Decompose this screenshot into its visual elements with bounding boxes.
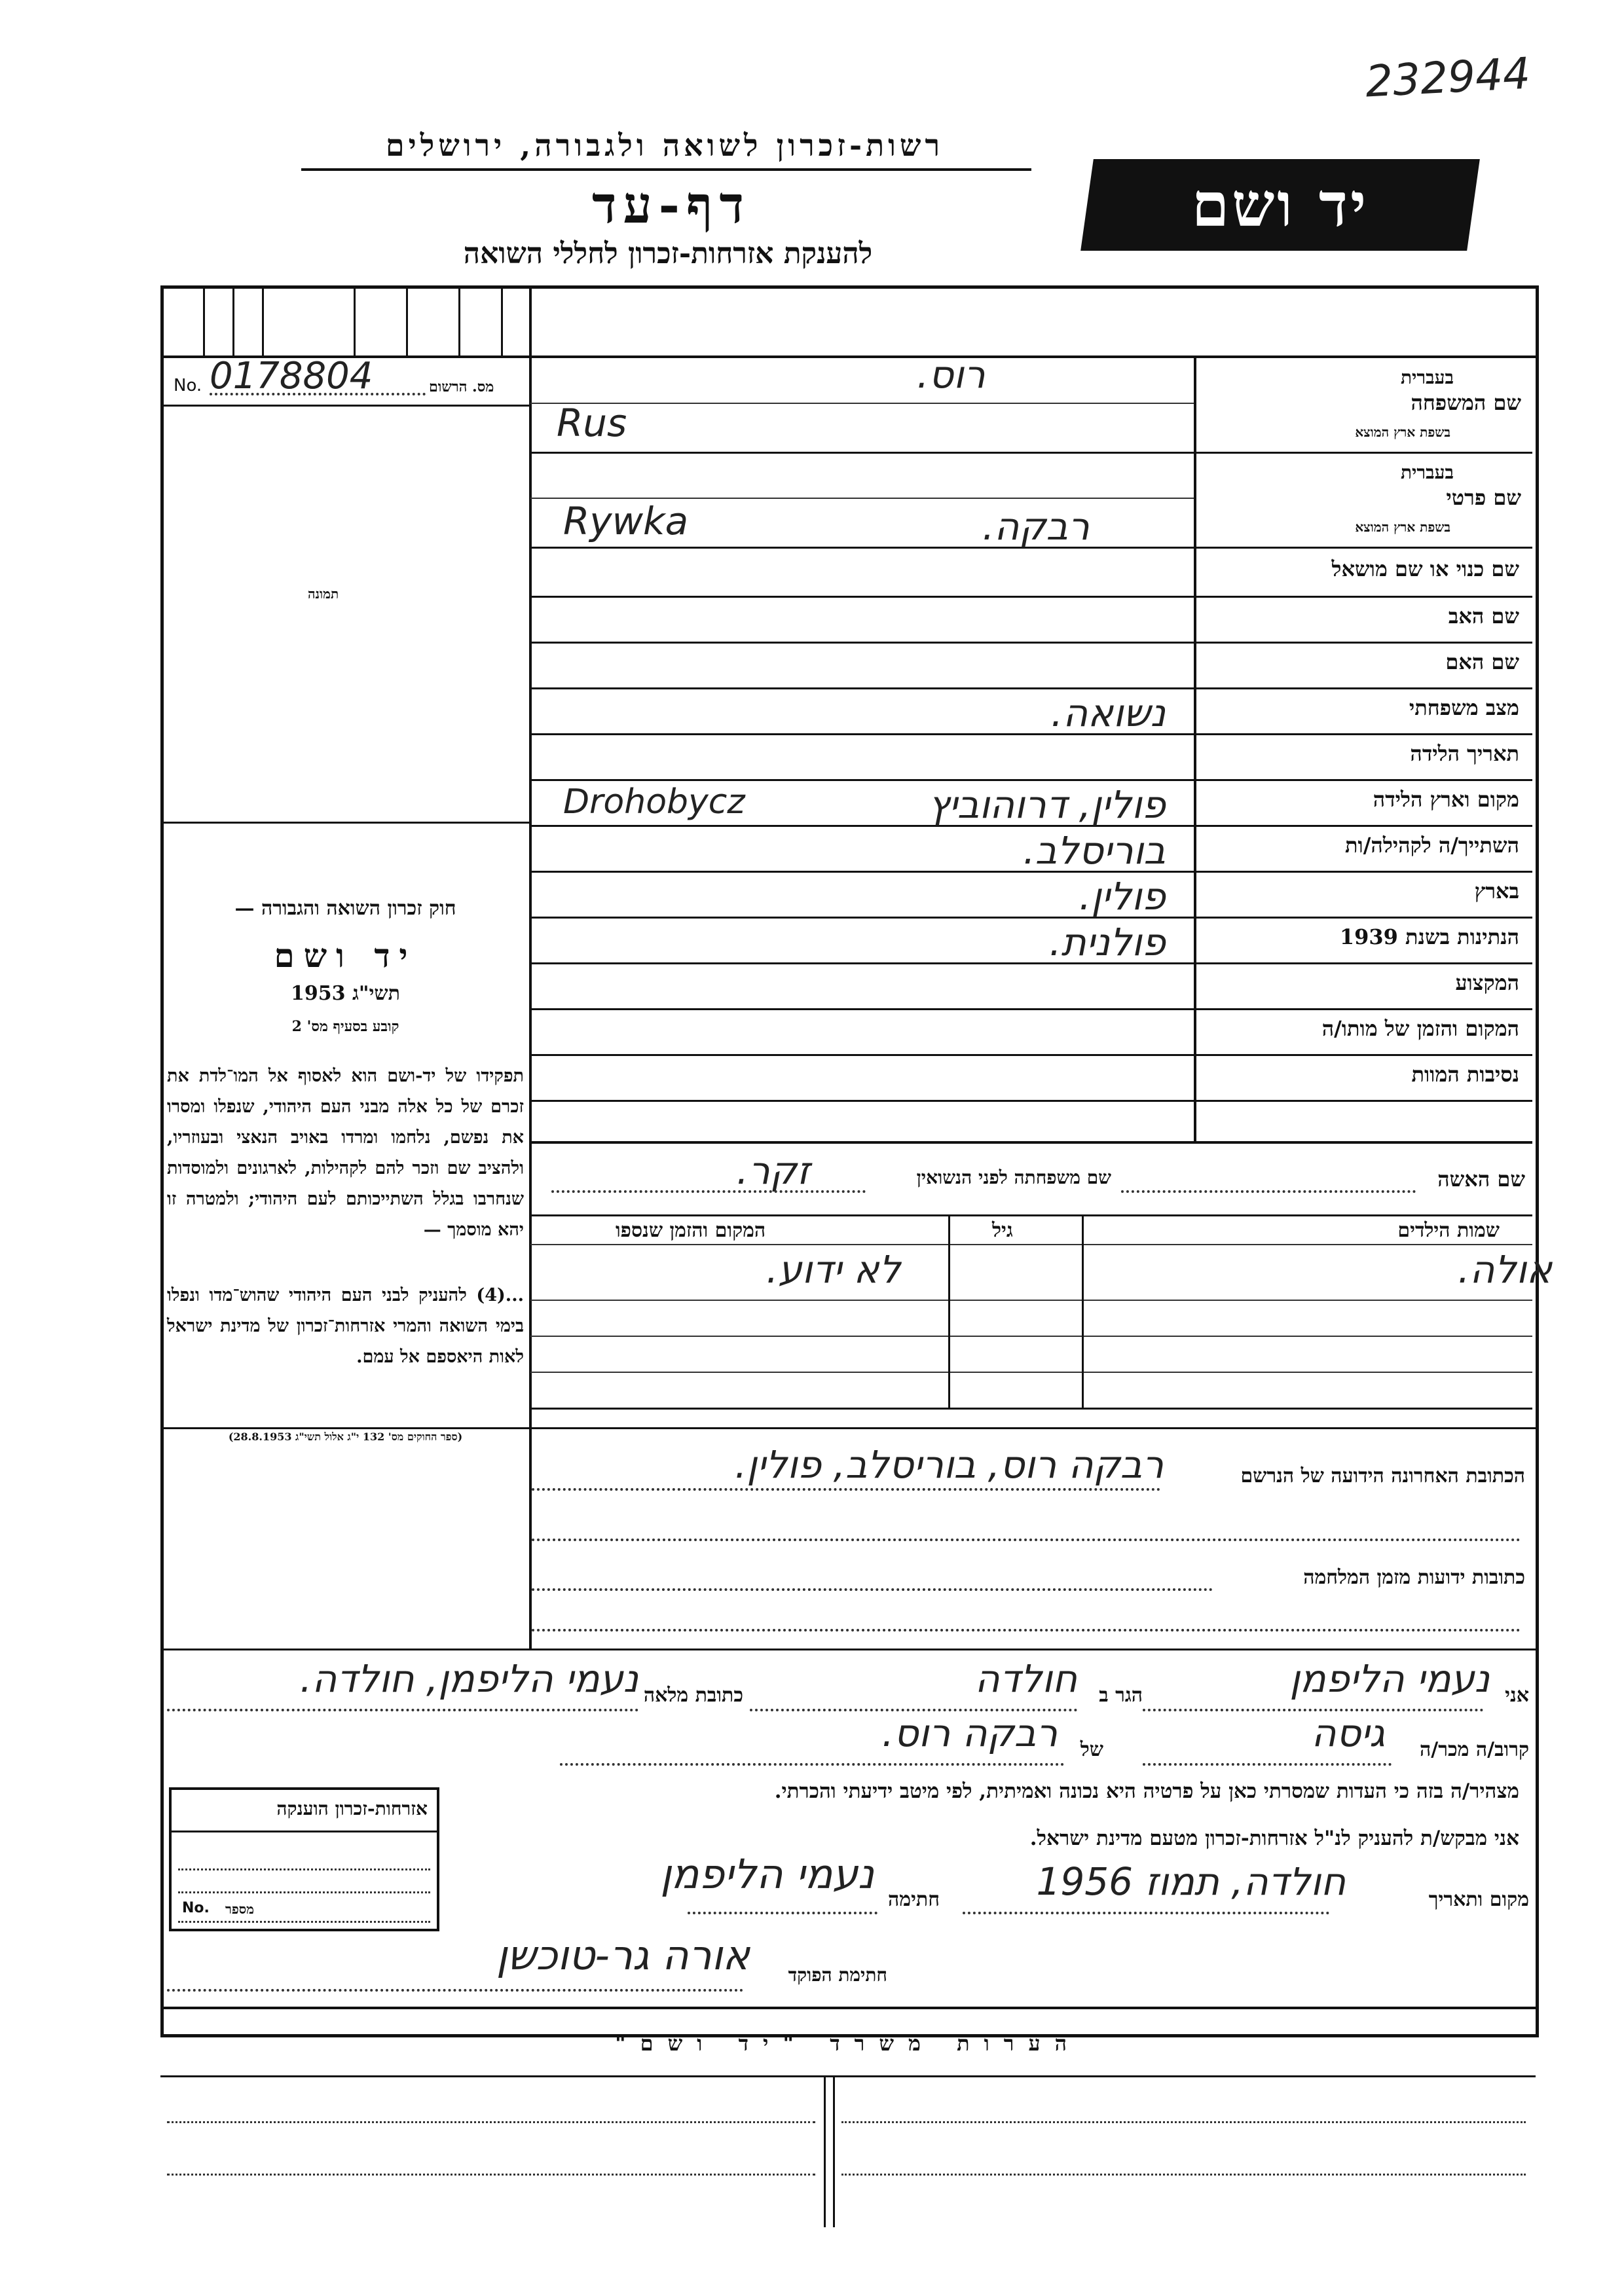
first-name-origin-value[interactable]: Rywka bbox=[563, 499, 689, 543]
serial-number: 232944 bbox=[1364, 48, 1532, 107]
children-header-names: שמות הילדים bbox=[1397, 1219, 1500, 1242]
declarant-row-1: אני נעמי הליפמן הגר ב חולדה כתובת מלאה נעמי הליפמן, חולדה. bbox=[167, 1656, 1529, 1715]
law-title: חוק זכרון השואה והגבורה — bbox=[234, 897, 456, 920]
last-address-value[interactable]: רבקה רוס, בוריסלב, פולין. bbox=[734, 1442, 1164, 1487]
father-label: שם האב bbox=[1448, 604, 1519, 629]
law-citation: (ספר החוקים מס' 132 י"ג אלול תשי"ג 28.8.1953) bbox=[228, 1430, 463, 1443]
wartime-address-label: כתובות ידועות מזמן המלחמה bbox=[1303, 1566, 1525, 1589]
mother-label: שם האם bbox=[1445, 649, 1519, 674]
label-column-divider bbox=[1194, 355, 1196, 1141]
death-circ-label: נסיבות המוות bbox=[1411, 1062, 1519, 1087]
surname-hebrew-value[interactable]: רוס. bbox=[917, 352, 986, 397]
birth-place-label: מקום וארץ הלידה bbox=[1373, 787, 1519, 812]
surname-label-cell: בעברית שם המשפחה בשפת ארץ המוצא bbox=[1355, 367, 1521, 440]
birth-place-hebrew-value[interactable]: פולין, דרוהוביץ bbox=[928, 782, 1166, 827]
country-value[interactable]: פולין. bbox=[1079, 874, 1166, 919]
declarant-row-2: קרוב/ה מכר/ה גיסה של רבקה רוס. bbox=[167, 1719, 1529, 1771]
first-name-hebrew-value[interactable]: רבקה. bbox=[982, 504, 1090, 549]
birth-date-label: תאריך הלידה bbox=[1410, 741, 1519, 766]
form-title: דף-עד bbox=[592, 175, 750, 235]
law-text-1: תפקידו של יד-ושם הוא לאסוף אל המו־לדת את זכרם של כל אלה מבני העם היהודי, שנפלו ומסרו את נפשם, נלחמו ומרדו באויב הנאצי ובעוזריו, ולהציב שם וזכר להם לקהילות, לארגונים ולמוסדות שנחרבו בגלל השתייכותם לעם היהודי; ולמטרה זו יהא מוסמך — bbox=[167, 1066, 524, 1240]
country-label: בארץ bbox=[1474, 879, 1519, 903]
officer-row bbox=[167, 1931, 887, 1997]
community-label: השתייך/ה לקהילה/ות bbox=[1345, 833, 1519, 858]
officer-signature[interactable]: אורה גר-טוכשן bbox=[496, 1931, 750, 1979]
declarant-signature[interactable]: נעמי הליפמן bbox=[660, 1850, 874, 1898]
wife-label: שם האשה bbox=[1437, 1167, 1525, 1192]
form-subtitle: להענקת אזרחות-זכרון לחללי השואה bbox=[463, 237, 873, 270]
request-text: אני מבקש/ת להעניק לנ"ל אזרחות-זכרון מטעם מדינת ישראל. bbox=[1029, 1827, 1519, 1850]
surname-origin-value[interactable]: Rus bbox=[557, 401, 627, 445]
declarant-row-3: מקום ותאריך חולדה, תמוז 1956 חתימה נעמי הליפמן bbox=[688, 1859, 1529, 1918]
declarant-relation[interactable]: גיסה bbox=[1311, 1711, 1385, 1755]
wife-maiden-label: שם משפחתה לפני הנשואין bbox=[916, 1167, 1111, 1188]
table-row[interactable]: אולה. bbox=[1458, 1247, 1552, 1292]
declarant-name[interactable]: נעמי הליפמן bbox=[1289, 1656, 1490, 1701]
citizenship-granted-box: אזרחות-זכרון הוענקה No. מספר bbox=[169, 1787, 439, 1931]
marital-value[interactable]: נשואה. bbox=[1050, 691, 1166, 735]
children-header-age: גיל bbox=[992, 1219, 1013, 1242]
authority-underline bbox=[301, 168, 1031, 171]
law-clause: קובע בסעיף מס' 2 bbox=[291, 1018, 399, 1035]
community-value[interactable]: בוריסלב. bbox=[1023, 828, 1166, 873]
citizenship-label: הנתינות בשנת 1939 bbox=[1339, 924, 1519, 949]
citizenship-granted-title: אזרחות-זכרון הוענקה bbox=[276, 1798, 428, 1819]
photo-label: תמונה bbox=[308, 586, 339, 602]
declarant-full-address[interactable]: נעמי הליפמן, חולדה. bbox=[299, 1656, 638, 1701]
declaration-text: מצהיר/ה בזה כי העדות שמסרתי כאן על פרטיה היא נכונה ואמיתית, לפי מיטב ידיעתי והכרתי. bbox=[774, 1779, 1519, 1803]
death-place-label: המקום והזמן של מותו/ה bbox=[1321, 1016, 1519, 1041]
first-name-label: שם פרטי bbox=[1446, 485, 1521, 510]
law-year: תשי"ג 1953 bbox=[291, 982, 400, 1005]
wife-maiden-value[interactable]: זקר. bbox=[736, 1148, 810, 1193]
children-header-place: המקום והזמן שנספו bbox=[616, 1219, 766, 1242]
last-address-row bbox=[532, 1437, 1530, 1503]
last-address-label: הכתובת האחרונה הידועה של הנרשם bbox=[1240, 1465, 1525, 1487]
declared-person[interactable]: רבקה רוס. bbox=[881, 1711, 1058, 1755]
surname-label: שם המשפחה bbox=[1411, 390, 1521, 415]
office-remarks-title: הערות משרד "יד ושם" bbox=[614, 2031, 1082, 2056]
declarant-city[interactable]: חולדה bbox=[974, 1656, 1077, 1701]
wartime-address-row bbox=[532, 1558, 1530, 1597]
profession-label: המקצוע bbox=[1455, 970, 1519, 995]
birth-place-origin-value[interactable]: Drohobycz bbox=[563, 782, 745, 822]
logo-text: יד ושם bbox=[1191, 170, 1369, 240]
nickname-label: שם כנוי או שם מושאל bbox=[1331, 556, 1519, 581]
law-name: יד ושם bbox=[274, 936, 417, 975]
yad-vashem-logo bbox=[1080, 159, 1480, 251]
place-date-value[interactable]: חולדה, תמוז 1956 bbox=[1036, 1859, 1346, 1904]
first-name-label-cell: בעברית שם פרטי בשפת ארץ המוצא bbox=[1355, 462, 1521, 535]
officer-label: חתימת הפוקד bbox=[788, 1964, 887, 1986]
registration-label: מס. הרשום bbox=[429, 378, 494, 395]
registration-number[interactable]: 0178804 bbox=[210, 355, 373, 397]
table-row[interactable]: לא ידוע. bbox=[766, 1247, 901, 1292]
citizenship-value[interactable]: פולנית. bbox=[1049, 920, 1166, 964]
registration-row: No. 0178804 מס. הרשום bbox=[174, 355, 494, 397]
authority-line: רשות-זכרון לשואה ולגבורה, ירושלים bbox=[385, 128, 944, 163]
law-text-2: ...(4) להעניק לבני העם היהודי שהוש־מדו ונפלו בימי השואה והמרי אזרחות־זכרון של מדינת ישראל לאות היאספם אל עמם. bbox=[167, 1285, 524, 1367]
wife-row bbox=[532, 1148, 1530, 1205]
marital-label: מצב משפחתי bbox=[1409, 695, 1519, 720]
